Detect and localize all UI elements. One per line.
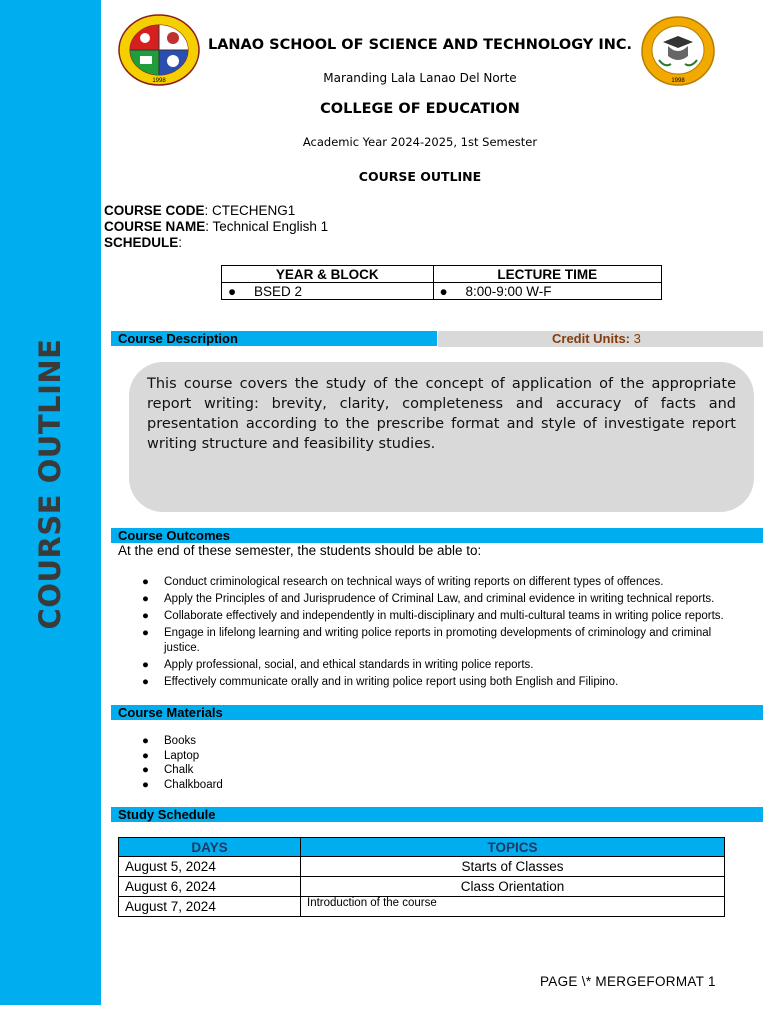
course-name-value: : Technical English 1 xyxy=(205,219,329,234)
schedule-day: August 5, 2024 xyxy=(119,857,301,877)
year-block-header: YEAR & BLOCK xyxy=(222,266,434,283)
materials-heading: Course Materials xyxy=(118,705,223,720)
outcomes-heading: Course Outcomes xyxy=(118,528,230,543)
schedule-topic: Class Orientation xyxy=(301,877,725,897)
schedule-day: August 7, 2024 xyxy=(119,897,301,917)
credit-units-box xyxy=(438,331,763,347)
credit-units-label: Credit Units: xyxy=(552,331,630,346)
schedule-topic: Starts of Classes xyxy=(301,857,725,877)
year-block-cell xyxy=(222,283,434,300)
materials-list xyxy=(142,734,223,792)
topics-header: TOPICS xyxy=(301,838,725,857)
bullet-icon: ● xyxy=(142,627,149,639)
bullet-icon: ● xyxy=(142,675,149,688)
course-name-line xyxy=(104,219,328,235)
left-logo-year: 1998 xyxy=(152,78,166,84)
sidebar-title: COURSE OUTLINE xyxy=(33,338,67,630)
schedule-label: SCHEDULE xyxy=(104,235,179,250)
credit-units xyxy=(552,331,641,347)
school-name: LANAO SCHOOL OF SCIENCE AND TECHNOLOGY INC. xyxy=(207,37,633,53)
lecture-time-value: 8:00-9:00 W-F xyxy=(465,283,552,299)
course-code-value: : CTECHENG1 xyxy=(204,203,296,218)
list-item: ● Books xyxy=(142,735,196,747)
lecture-time-cell xyxy=(433,283,661,300)
course-name-label: COURSE NAME xyxy=(104,219,206,234)
course-code-line xyxy=(104,203,328,219)
days-header: DAYS xyxy=(119,838,301,857)
schedule-day: August 6, 2024 xyxy=(119,877,301,897)
study-schedule-table xyxy=(118,837,725,917)
list-item: ● Conduct criminological research on technical ways of writing reports on different types of offences. xyxy=(142,576,664,588)
description-text: This course covers the study of the concept of application of the appropriate report writing: brevity, clarity, completeness and accuracy of facts and presentation according to the prescribe format and style of investigate report writing structure and feasibility studies. xyxy=(147,376,736,452)
year-block-value: BSED 2 xyxy=(254,283,303,299)
schedule-heading: Study Schedule xyxy=(118,807,216,822)
bullet-icon: ● xyxy=(142,610,149,622)
bullet-icon: ● xyxy=(142,764,149,776)
table-row xyxy=(119,897,725,917)
list-item: ● Apply the Principles of and Jurisprudence of Criminal Law, and criminal evidence in writing technical reports. xyxy=(142,593,715,605)
list-item: ● Engage in lifelong learning and writing police reports in promoting developments of criminology and criminal justice. xyxy=(142,627,712,654)
outcomes-list xyxy=(142,575,742,692)
list-item: ● Chalk xyxy=(142,764,194,776)
right-logo-year: 1998 xyxy=(671,78,685,84)
page-number-field: PAGE \* MERGEFORMAT 1 xyxy=(540,974,716,989)
year-block-table xyxy=(221,265,662,300)
description-heading: Course Description xyxy=(118,331,238,346)
list-item: ● Effectively communicate orally and in writing police report using both English and Filipino. xyxy=(142,675,619,688)
bullet-icon: ● xyxy=(142,778,149,791)
academic-year: Academic Year 2024-2025, 1st Semester xyxy=(302,135,538,149)
table-row xyxy=(119,857,725,877)
list-item: ● Laptop xyxy=(142,749,200,762)
list-item: ● Chalkboard xyxy=(142,778,223,791)
bullet-icon: ● xyxy=(439,283,448,299)
bullet-icon: ● xyxy=(142,658,149,671)
list-item: ● Collaborate effectively and independently in multi-disciplinary and multi-cultural teams in writing police reports. xyxy=(142,610,724,622)
bullet-icon: ● xyxy=(142,576,149,588)
course-code-label: COURSE CODE xyxy=(104,203,205,218)
list-item: ● Apply professional, social, and ethical standards in writing police reports. xyxy=(142,658,534,671)
schedule-value: : xyxy=(178,235,183,250)
bullet-icon: ● xyxy=(142,593,149,605)
college-name: COLLEGE OF EDUCATION xyxy=(320,101,520,117)
document-title: COURSE OUTLINE xyxy=(358,169,482,184)
bullet-icon: ● xyxy=(228,283,237,299)
bullet-icon: ● xyxy=(142,749,149,762)
credit-units-value: 3 xyxy=(630,331,641,346)
schedule-topic: Introduction of the course xyxy=(301,897,725,917)
table-row xyxy=(119,877,725,897)
outcomes-intro: At the end of these semester, the students should be able to: xyxy=(118,543,482,558)
course-info xyxy=(104,203,328,251)
schedule-line xyxy=(104,235,328,251)
school-address: Maranding Lala Lanao Del Norte xyxy=(323,71,517,85)
lecture-time-header: LECTURE TIME xyxy=(433,266,661,283)
bullet-icon: ● xyxy=(142,735,149,747)
